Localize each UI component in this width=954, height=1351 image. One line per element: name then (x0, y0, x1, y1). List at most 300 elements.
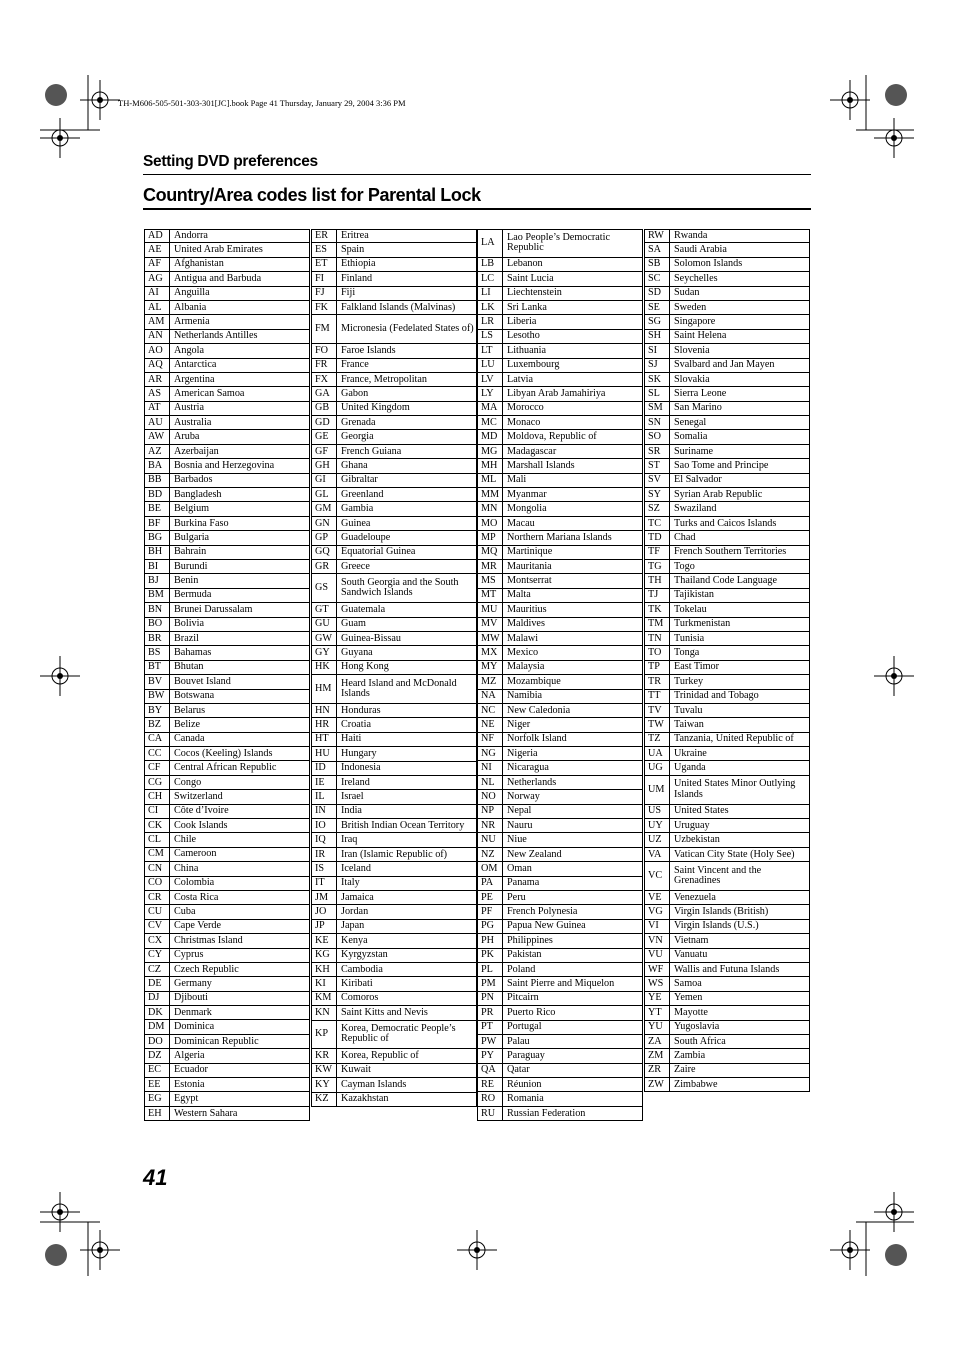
country-code: IS (312, 862, 337, 875)
table-row (144, 430, 310, 444)
table-row (311, 905, 477, 919)
country-code: PK (478, 949, 503, 962)
table-row (144, 718, 310, 732)
country-code: NC (478, 704, 503, 717)
country-name: French Polynesia (507, 906, 578, 918)
country-code: BZ (145, 718, 170, 731)
country-code: SB (645, 258, 670, 271)
table-row (311, 488, 477, 502)
table-row (477, 287, 643, 301)
country-code: LU (478, 359, 503, 372)
country-code: FI (312, 272, 337, 285)
table-row (477, 445, 643, 459)
country-name: Sao Tome and Principe (674, 459, 769, 471)
country-code: PN (478, 992, 503, 1005)
table-row (644, 560, 810, 574)
country-code: GM (312, 502, 337, 515)
country-name: Mozambique (507, 675, 561, 687)
country-code: UZ (645, 833, 670, 846)
country-code: KP (312, 1021, 337, 1049)
country-name: Colombia (174, 877, 215, 889)
country-name: Switzerland (174, 790, 223, 802)
country-code: GQ (312, 546, 337, 559)
country-name: Honduras (341, 704, 381, 716)
country-name: Bouvet Island (174, 675, 231, 687)
table-row (144, 387, 310, 401)
table-row (144, 517, 310, 531)
table-row (477, 618, 643, 632)
country-code: TP (645, 661, 670, 674)
country-name: Russian Federation (507, 1107, 586, 1119)
table-row (644, 1064, 810, 1078)
country-code: VU (645, 949, 670, 962)
country-name: Yugoslavia (674, 1021, 720, 1033)
country-code: FJ (312, 287, 337, 300)
table-row (477, 229, 643, 258)
country-code: BB (145, 474, 170, 487)
country-name: Nicaragua (507, 762, 549, 774)
country-code: RW (645, 230, 670, 242)
country-code: MY (478, 661, 503, 674)
country-code: BH (145, 546, 170, 559)
table-row (144, 934, 310, 948)
table-row (644, 459, 810, 473)
table-row (311, 546, 477, 560)
country-name: Bolivia (174, 618, 204, 630)
country-name: Tuvalu (674, 704, 703, 716)
table-row (477, 790, 643, 804)
country-name: Singapore (674, 316, 716, 328)
table-row (311, 646, 477, 660)
country-name: Guatemala (341, 603, 386, 615)
country-code: CM (145, 848, 170, 861)
country-name: Northern Mariana Islands (507, 531, 612, 543)
country-code: ER (312, 230, 337, 242)
table-row (477, 359, 643, 373)
country-name: Azerbaijan (174, 445, 219, 457)
country-name: Saint Pierre and Miquelon (507, 978, 615, 990)
table-row (144, 877, 310, 891)
table-row (311, 459, 477, 473)
country-name: Liechtenstein (507, 287, 562, 299)
table-row (644, 805, 810, 819)
country-name: Jordan (341, 906, 369, 918)
table-row (644, 258, 810, 272)
country-code: BT (145, 661, 170, 674)
country-name: Sudan (674, 287, 700, 299)
table-row (144, 1049, 310, 1063)
country-code: RE (478, 1078, 503, 1091)
country-name: Puerto Rico (507, 1006, 556, 1018)
country-code: TT (645, 690, 670, 703)
table-row (477, 474, 643, 488)
country-code: TO (645, 646, 670, 659)
country-name: Malaysia (507, 661, 545, 673)
country-code: BM (145, 589, 170, 602)
country-name: Micronesia (Fedelated States of) (341, 322, 474, 334)
country-code: AW (145, 430, 170, 443)
country-code: VG (645, 905, 670, 918)
table-row (144, 790, 310, 804)
country-code: NU (478, 833, 503, 846)
country-name: Romania (507, 1093, 544, 1105)
country-name: Kenya (341, 934, 368, 946)
country-name: Seychelles (674, 272, 718, 284)
table-row (477, 905, 643, 919)
country-code: DJ (145, 992, 170, 1005)
table-row (144, 977, 310, 991)
table-row (477, 718, 643, 732)
country-code: GE (312, 430, 337, 443)
table-row (311, 1093, 477, 1107)
country-name: Luxembourg (507, 359, 560, 371)
country-code: TJ (645, 589, 670, 602)
country-code: AM (145, 315, 170, 328)
country-code: KI (312, 977, 337, 990)
country-name: Cocos (Keeling) Islands (174, 747, 273, 759)
country-name: Oman (507, 862, 532, 874)
country-code: IR (312, 848, 337, 861)
table-row (144, 373, 310, 387)
country-code: KW (312, 1064, 337, 1077)
country-name: Lithuania (507, 344, 547, 356)
country-code: ZM (645, 1049, 670, 1062)
country-name: Turks and Caicos Islands (674, 517, 777, 529)
country-code: DO (145, 1035, 170, 1048)
country-name: Western Sahara (174, 1107, 238, 1119)
country-code: AZ (145, 445, 170, 458)
table-row (144, 301, 310, 315)
country-code: SA (645, 243, 670, 256)
country-code: MM (478, 488, 503, 501)
country-code: FR (312, 359, 337, 372)
table-row (311, 531, 477, 545)
country-name: Nigeria (507, 747, 538, 759)
country-name: Martinique (507, 546, 553, 558)
table-row (477, 949, 643, 963)
table-row (644, 1021, 810, 1035)
table-row (644, 733, 810, 747)
table-row (311, 301, 477, 315)
country-code: MS (478, 574, 503, 587)
table-row (311, 603, 477, 617)
country-code: MT (478, 589, 503, 602)
country-name: Aruba (174, 431, 200, 443)
table-row (144, 747, 310, 761)
table-row (644, 387, 810, 401)
country-code: NF (478, 733, 503, 746)
page-title: Country/Area codes list for Parental Lock (143, 185, 481, 205)
table-row (644, 675, 810, 689)
country-code: LB (478, 258, 503, 271)
country-code: DM (145, 1020, 170, 1033)
country-code: BY (145, 704, 170, 717)
country-name: United Kingdom (341, 402, 410, 414)
table-row (311, 977, 477, 991)
codes-column-2 (311, 229, 477, 1107)
country-name: Niger (507, 718, 531, 730)
country-code: MC (478, 416, 503, 429)
country-code: BG (145, 531, 170, 544)
country-name: Netherlands (507, 776, 557, 788)
country-code: TD (645, 531, 670, 544)
table-row (311, 560, 477, 574)
table-row (477, 733, 643, 747)
country-name: Tonga (674, 647, 700, 659)
country-code: AR (145, 373, 170, 386)
table-row (144, 1092, 310, 1106)
country-code: CL (145, 833, 170, 846)
country-code: ZR (645, 1064, 670, 1077)
country-code: HN (312, 704, 337, 717)
country-name: El Salvador (674, 474, 722, 486)
country-name: Cambodia (341, 963, 383, 975)
country-name: Macau (507, 517, 535, 529)
country-code: MP (478, 531, 503, 544)
table-row (144, 359, 310, 373)
country-code: NL (478, 776, 503, 789)
table-row (477, 402, 643, 416)
table-row (644, 517, 810, 531)
country-name: Belarus (174, 704, 206, 716)
country-code: MW (478, 632, 503, 645)
country-name: Moldova, Republic of (507, 431, 597, 443)
country-code: CV (145, 920, 170, 933)
country-code: UY (645, 819, 670, 832)
table-row (311, 848, 477, 862)
country-name: Poland (507, 963, 536, 975)
title-rule (143, 208, 811, 210)
country-code: ZA (645, 1035, 670, 1048)
table-row (144, 805, 310, 819)
country-code: LR (478, 315, 503, 328)
country-name: Cyprus (174, 949, 204, 961)
country-code: PE (478, 891, 503, 904)
country-code: SE (645, 301, 670, 314)
country-code: IN (312, 805, 337, 818)
country-code: EG (145, 1092, 170, 1105)
table-row (477, 776, 643, 790)
country-name: United Arab Emirates (174, 244, 263, 256)
country-name: Kiribati (341, 978, 373, 990)
country-code: JP (312, 920, 337, 933)
country-name: Angola (174, 344, 204, 356)
country-name: Indonesia (341, 762, 381, 774)
country-code: NR (478, 819, 503, 832)
country-code: TH (645, 574, 670, 587)
country-name: Zambia (674, 1049, 706, 1061)
country-code: PH (478, 934, 503, 947)
table-row (644, 1078, 810, 1092)
country-code: NO (478, 790, 503, 803)
country-code: CA (145, 733, 170, 746)
country-name: Czech Republic (174, 963, 239, 975)
country-name: Belgium (174, 503, 210, 515)
country-name: Afghanistan (174, 258, 224, 270)
country-code: AE (145, 243, 170, 256)
table-row (644, 905, 810, 919)
country-code: PF (478, 905, 503, 918)
country-code: BR (145, 632, 170, 645)
country-code: SC (645, 272, 670, 285)
country-code: BW (145, 690, 170, 703)
table-row (477, 1078, 643, 1092)
country-name: Rwanda (674, 230, 708, 242)
country-code: MU (478, 603, 503, 616)
table-row (644, 718, 810, 732)
table-row (311, 229, 477, 243)
country-name: Comoros (341, 992, 379, 1004)
table-row (144, 646, 310, 660)
country-code: CK (145, 819, 170, 832)
country-name: Senegal (674, 416, 707, 428)
country-code: GS (312, 574, 337, 602)
table-row (311, 416, 477, 430)
table-row (644, 330, 810, 344)
table-row (644, 344, 810, 358)
country-code: PY (478, 1049, 503, 1062)
country-name: Anguilla (174, 287, 210, 299)
table-row (144, 315, 310, 329)
country-code: NP (478, 805, 503, 818)
table-row (477, 761, 643, 775)
country-code: SM (645, 402, 670, 415)
table-row (144, 546, 310, 560)
country-code: GD (312, 416, 337, 429)
table-row (144, 531, 310, 545)
country-code: KG (312, 949, 337, 962)
country-name: Madagascar (507, 445, 557, 457)
country-name: Kazakhstan (341, 1093, 389, 1105)
table-row (644, 848, 810, 862)
country-name: Estonia (174, 1078, 205, 1090)
country-code: AL (145, 301, 170, 314)
country-code: IE (312, 776, 337, 789)
table-row (644, 603, 810, 617)
table-row (644, 661, 810, 675)
table-row (477, 459, 643, 473)
country-code: YE (645, 992, 670, 1005)
table-row (477, 934, 643, 948)
table-row (477, 819, 643, 833)
country-name: Nepal (507, 805, 532, 817)
country-name: Nauru (507, 819, 533, 831)
country-code: IO (312, 819, 337, 832)
country-code: HR (312, 718, 337, 731)
country-code: GF (312, 445, 337, 458)
country-name: Italy (341, 877, 360, 889)
table-row (144, 589, 310, 603)
country-code: AI (145, 287, 170, 300)
country-name: Botswana (174, 690, 215, 702)
table-row (477, 589, 643, 603)
table-row (144, 632, 310, 646)
section-rule (143, 174, 811, 175)
country-name: Ghana (341, 459, 368, 471)
table-row (144, 287, 310, 301)
table-row (477, 315, 643, 329)
table-row (644, 574, 810, 588)
country-code: MD (478, 430, 503, 443)
table-row (644, 690, 810, 704)
country-name: Equatorial Guinea (341, 546, 416, 558)
country-code: AO (145, 344, 170, 357)
country-code: FX (312, 373, 337, 386)
country-code: ES (312, 243, 337, 256)
country-code: TV (645, 704, 670, 717)
table-row (311, 675, 477, 704)
country-code: HT (312, 733, 337, 746)
country-code: EH (145, 1107, 170, 1120)
country-name: Marshall Islands (507, 459, 575, 471)
table-row (144, 675, 310, 689)
table-row (144, 661, 310, 675)
country-code: SY (645, 488, 670, 501)
country-name: Sri Lanka (507, 301, 547, 313)
table-row (644, 1049, 810, 1063)
country-name: Uzbekistan (674, 834, 720, 846)
table-row (644, 359, 810, 373)
table-row (144, 258, 310, 272)
country-name: Togo (674, 560, 695, 572)
country-code: MV (478, 618, 503, 631)
country-code: TG (645, 560, 670, 573)
country-code: CZ (145, 963, 170, 976)
table-row (644, 704, 810, 718)
table-row (477, 646, 643, 660)
table-row (311, 359, 477, 373)
table-row (144, 243, 310, 257)
country-code: DK (145, 1006, 170, 1019)
table-row (144, 416, 310, 430)
table-row (477, 747, 643, 761)
country-name: Vatican City State (Holy See) (674, 848, 795, 860)
table-row (477, 1021, 643, 1035)
country-name: Ireland (341, 776, 370, 788)
country-name: Costa Rica (174, 891, 219, 903)
country-code: CX (145, 934, 170, 947)
country-code: TW (645, 718, 670, 731)
table-row (477, 1006, 643, 1020)
country-name: Guinea (341, 517, 371, 529)
country-name: Mongolia (507, 503, 547, 515)
country-name: French Southern Territories (674, 546, 787, 558)
table-row (311, 992, 477, 1006)
table-row (644, 862, 810, 891)
country-name: Korea, Democratic People’s Republic of (341, 1022, 456, 1045)
country-code: LI (478, 287, 503, 300)
country-code: MX (478, 646, 503, 659)
country-name: Spain (341, 244, 365, 256)
table-row (311, 243, 477, 257)
country-name: Ecuador (174, 1064, 208, 1076)
country-code: HU (312, 747, 337, 760)
country-code: DZ (145, 1049, 170, 1062)
country-code: AF (145, 258, 170, 271)
country-code: HM (312, 675, 337, 703)
table-row (477, 805, 643, 819)
table-row (311, 315, 477, 344)
country-code: RO (478, 1092, 503, 1105)
country-name: Kyrgyzstan (341, 949, 388, 961)
country-name: East Timor (674, 661, 720, 673)
table-row (477, 301, 643, 315)
country-code: NZ (478, 848, 503, 861)
country-name: Trinidad and Tobago (674, 690, 759, 702)
table-row (477, 848, 643, 862)
country-code: AN (145, 330, 170, 343)
country-name: Croatia (341, 719, 371, 731)
